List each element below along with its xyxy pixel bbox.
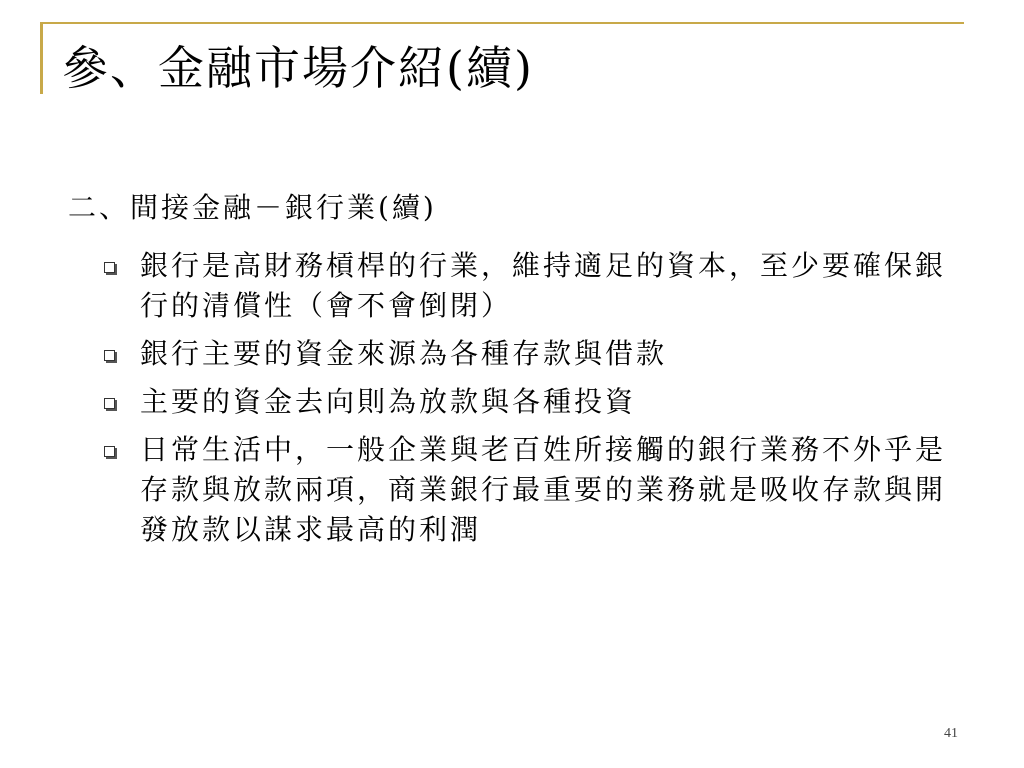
bullet-item — [100, 246, 960, 326]
section-heading: 二、間接金融－銀行業(續) — [68, 191, 437, 224]
bullet-text: 主要的資金去向則為放款與各種投資 — [140, 385, 637, 418]
page-number: 41 — [944, 726, 958, 741]
top-accent-rule — [40, 22, 964, 24]
square-bullet-icon — [104, 398, 115, 409]
bullet-item — [100, 382, 960, 422]
bullet-list — [100, 246, 960, 558]
bullet-item — [100, 334, 960, 374]
left-accent-rule — [40, 22, 43, 94]
bullet-text: 銀行主要的資金來源為各種存款與借款 — [140, 337, 668, 370]
slide-title: 參、金融市場介紹(續) — [62, 41, 534, 95]
bullet-text: 日常生活中，一般企業與老百姓所接觸的銀行業務不外乎是存款與放款兩項，商業銀行最重要的業務就是吸收存款與開發放款以謀求最高的利潤 — [140, 433, 947, 546]
square-bullet-icon — [104, 262, 115, 273]
square-bullet-icon — [104, 446, 115, 457]
bullet-text: 銀行是高財務槓桿的行業，維持適足的資本，至少要確保銀行的清償性（會不會倒閉） — [140, 249, 947, 322]
square-bullet-icon — [104, 350, 115, 361]
bullet-item — [100, 430, 960, 550]
